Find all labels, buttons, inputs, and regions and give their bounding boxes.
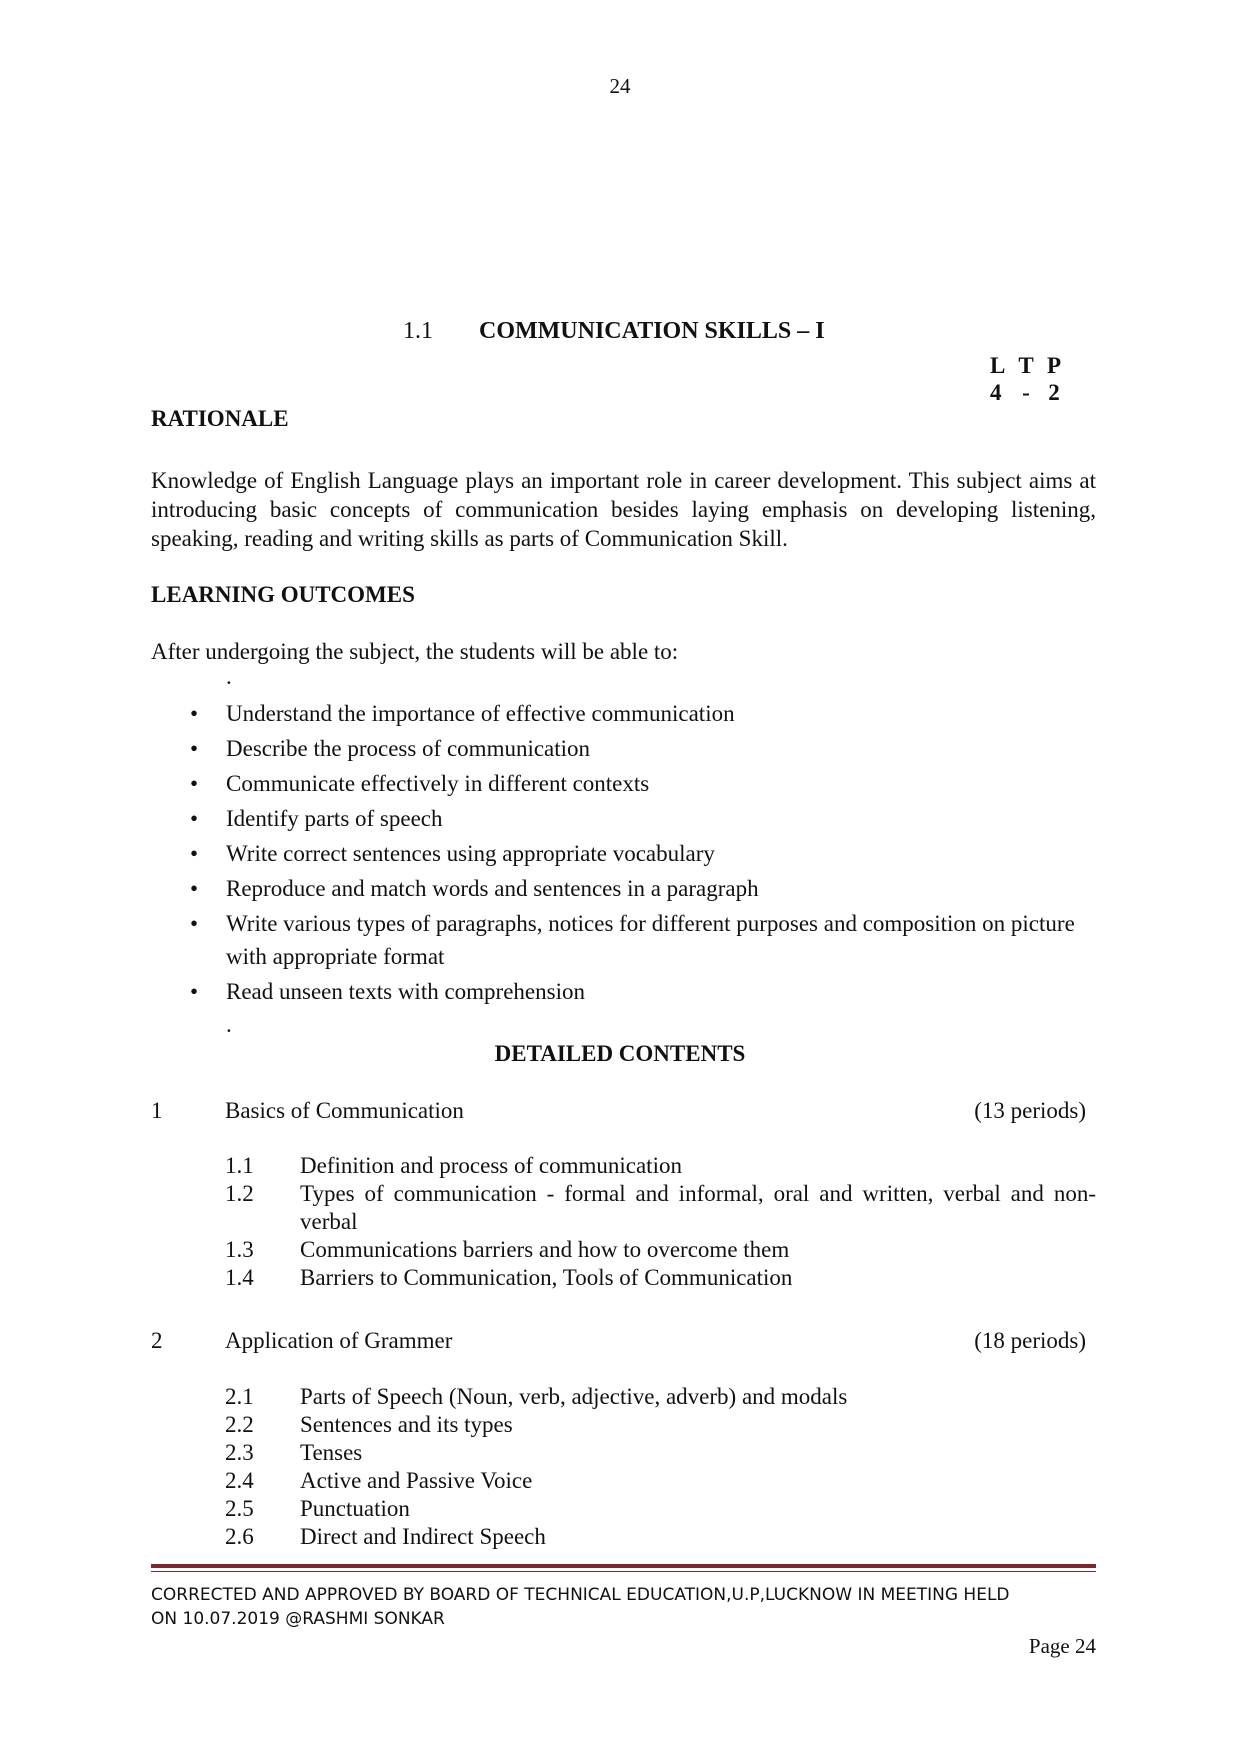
topic-item: [225, 1495, 1096, 1523]
ltp-value-t: -: [1022, 380, 1030, 405]
ltp-label-l: L: [990, 353, 1006, 378]
learning-outcomes-intro: After undergoing the subject, the students will be able to:: [151, 639, 679, 664]
stray-dot-top: .: [226, 664, 232, 689]
topic-text: Communications barriers and how to overcome them: [300, 1237, 790, 1262]
course-title: COMMUNICATION SKILLS – I: [479, 318, 825, 344]
unit-number: 2: [151, 1328, 163, 1353]
bullet-icon: •: [190, 876, 199, 901]
footer-line: ON 10.07.2019 @RASHMI SONKAR: [151, 1609, 445, 1629]
bullet-icon: •: [190, 736, 199, 761]
outcome-text: Read unseen texts with comprehension: [226, 979, 585, 1004]
learning-outcomes-heading: LEARNING OUTCOMES: [151, 582, 415, 607]
unit-topics-list: [225, 1383, 1096, 1551]
topic-item: [225, 1383, 1096, 1411]
topic-item: [225, 1180, 1096, 1236]
unit-periods: (18 periods): [974, 1328, 1086, 1353]
unit-title: Application of Grammer: [225, 1328, 453, 1353]
page-number-footer: Page 24: [1028, 1634, 1096, 1658]
topic-item: [225, 1411, 1096, 1439]
topic-text: Punctuation: [300, 1496, 410, 1521]
topic-text: Parts of Speech (Noun, verb, adjective, adverb) and modals: [300, 1384, 848, 1409]
unit-number: 1: [151, 1098, 163, 1123]
footer-approval-note: [151, 1583, 1096, 1631]
ltp-label-p: P: [1046, 353, 1062, 378]
topic-text: Tenses: [300, 1440, 363, 1465]
ltp-values: [990, 379, 1068, 406]
bullet-icon: •: [190, 841, 199, 866]
topic-number: 1.2: [225, 1181, 254, 1206]
topic-number: 2.2: [225, 1412, 254, 1437]
topic-text: Types of communication - formal and informal, oral and written, verbal and non-verbal: [300, 1181, 1096, 1234]
bullet-icon: •: [190, 771, 199, 796]
bullet-icon: •: [190, 806, 199, 831]
topic-text: Sentences and its types: [300, 1412, 513, 1437]
footer-rule-thick: [151, 1564, 1096, 1568]
outcome-text: Communicate effectively in different contexts: [226, 771, 650, 796]
list-item: [190, 975, 1096, 1008]
topic-text: Direct and Indirect Speech: [300, 1524, 546, 1549]
footer-rule-thin: [151, 1571, 1096, 1572]
ltp-table: [990, 352, 1068, 406]
rationale-heading: RATIONALE: [151, 406, 289, 431]
topic-number: 2.1: [225, 1384, 254, 1409]
list-item: [190, 732, 1096, 765]
topic-text: Barriers to Communication, Tools of Communication: [300, 1265, 793, 1290]
list-item: [190, 767, 1096, 800]
outcome-text: Identify parts of speech: [226, 806, 443, 831]
course-heading: [403, 318, 825, 345]
outcome-text: Reproduce and match words and sentences in a paragraph: [226, 876, 759, 901]
list-item: [190, 872, 1096, 905]
topic-number: 2.4: [225, 1468, 254, 1493]
topic-item: [225, 1236, 1096, 1264]
topic-item: [225, 1264, 1096, 1292]
outcome-text: Write various types of paragraphs, notices for different purposes and composition on picture with appropriate format: [226, 911, 1075, 969]
stray-dot-bottom: .: [226, 1012, 232, 1037]
unit-topics-list: [225, 1152, 1096, 1292]
list-item: [190, 697, 1096, 730]
list-item: [190, 837, 1096, 870]
page-top-number: 24: [609, 74, 631, 98]
topic-item: [225, 1152, 1096, 1180]
rationale-text: Knowledge of English Language plays an important role in career development. This subject aims at introducing basic concepts of communication besides laying emphasis on developing listening, speaking, reading and writing skills as parts of Communication Skill.: [151, 468, 1096, 551]
topic-item: [225, 1439, 1096, 1467]
ltp-value-p: 2: [1048, 380, 1060, 405]
topic-number: 1.1: [225, 1153, 254, 1178]
topic-text: Definition and process of communication: [300, 1153, 682, 1178]
list-item: [190, 907, 1096, 973]
topic-number: 1.3: [225, 1237, 254, 1262]
list-item: [190, 802, 1096, 835]
topic-number: 2.5: [225, 1496, 254, 1521]
unit-title: Basics of Communication: [225, 1098, 464, 1123]
footer-line: CORRECTED AND APPROVED BY BOARD OF TECHNICAL EDUCATION,U.P,LUCKNOW IN MEETING HELD: [151, 1585, 1010, 1605]
topic-text: Active and Passive Voice: [300, 1468, 533, 1493]
unit-periods: (13 periods): [974, 1098, 1086, 1123]
learning-outcomes-list: [190, 697, 1096, 1010]
ltp-value-l: 4: [990, 380, 1002, 405]
bullet-icon: •: [190, 911, 199, 936]
outcome-text: Understand the importance of effective communication: [226, 701, 735, 726]
ltp-labels: [990, 352, 1068, 379]
topic-number: 1.4: [225, 1265, 254, 1290]
detailed-contents-heading: DETAILED CONTENTS: [494, 1041, 746, 1066]
course-number: 1.1: [403, 318, 433, 344]
bullet-icon: •: [190, 701, 199, 726]
topic-number: 2.6: [225, 1524, 254, 1549]
ltp-label-t: T: [1018, 353, 1034, 378]
topic-item: [225, 1467, 1096, 1495]
topic-item: [225, 1523, 1096, 1551]
outcome-text: Describe the process of communication: [226, 736, 591, 761]
outcome-text: Write correct sentences using appropriate vocabulary: [226, 841, 715, 866]
topic-number: 2.3: [225, 1440, 254, 1465]
bullet-icon: •: [190, 979, 199, 1004]
